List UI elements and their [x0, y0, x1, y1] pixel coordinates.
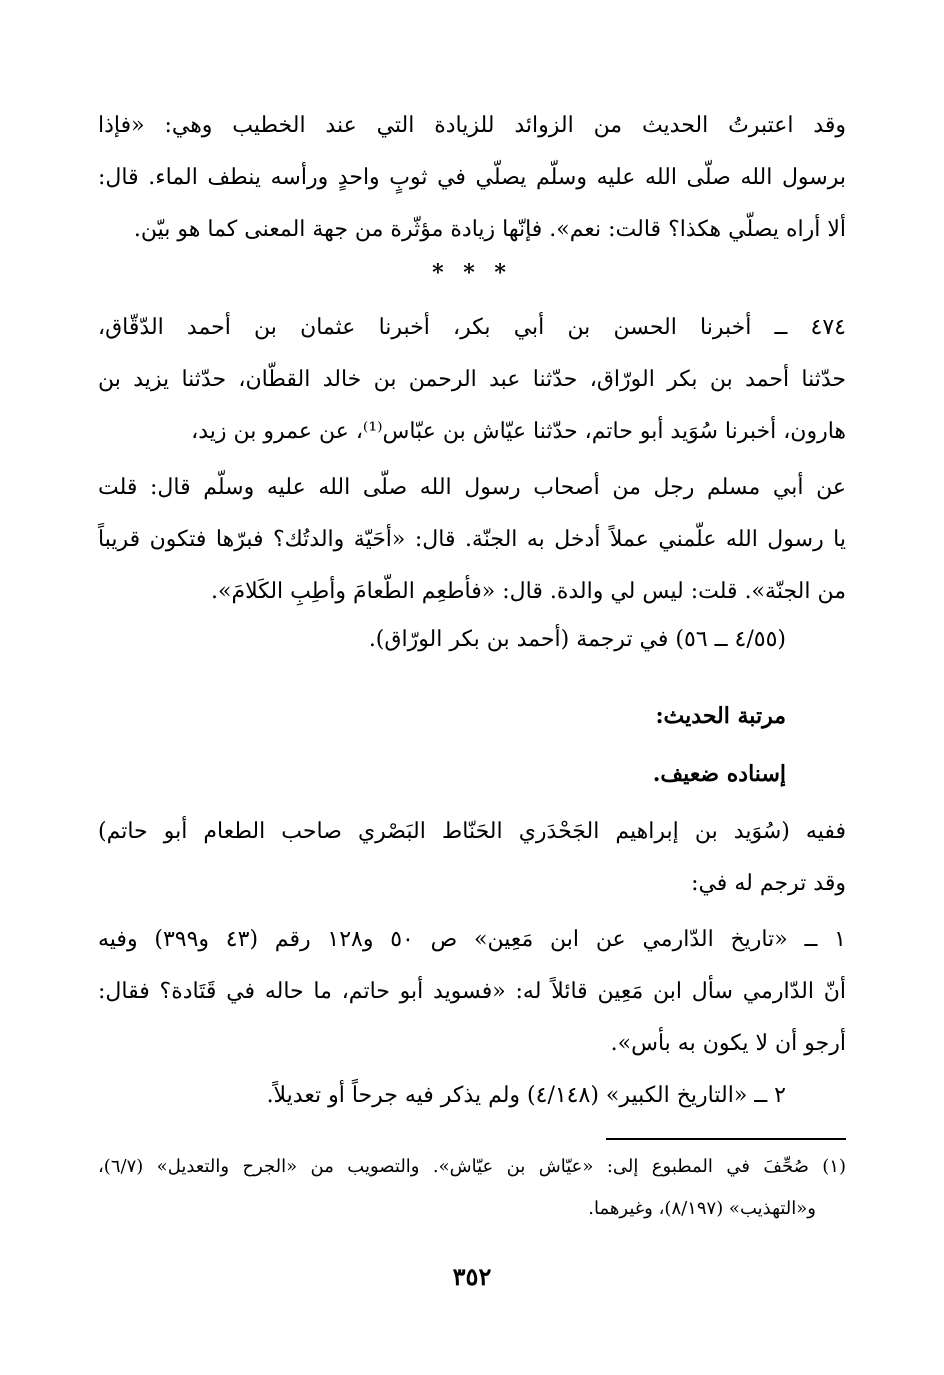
paragraph-source-2 — [98, 1070, 846, 1122]
grade-line — [98, 748, 846, 800]
grade-text: إسناده ضعيف. — [652, 761, 786, 787]
paragraph-isnad — [98, 302, 846, 458]
text-line: ٢ ــ «التاريخ الكبير» (٤/١٤٨) ولم يذكر فيه جرحاً أو تعديلاً. — [266, 1083, 786, 1108]
text-line: أرجو أن لا يكون به بأس». — [610, 1031, 846, 1056]
text-line: ألا أراه يصلّي هكذا؟ قالت: نعم». فإنّها زيادة مؤثّرة من جهة المعنى كما هو بيّن. — [133, 217, 846, 242]
reference-line — [98, 614, 846, 666]
page-number: ٣٥٢ — [452, 1262, 492, 1291]
text-line: حدّثنا أحمد بن بكر الورّاق، حدّثنا عبد الرحمن بن خالد القطّان، حدّثنا يزيد بن — [98, 367, 846, 392]
text-line: أنّ الدّارمي سأل ابن مَعِين قائلاً له: «فسويد أبو حاتم، ما حاله في قَتَادة؟ فقال: — [98, 979, 846, 1004]
section-heading — [98, 690, 846, 742]
text-line: يا رسول الله علّمني عملاً أدخل به الجنّة. قال: «أحَيّة والدتُك؟ فبرّها فتكون قريباً — [98, 527, 846, 552]
text-line: (٤/٥٥ ــ ٥٦) في ترجمة (أحمد بن بكر الورّاق). — [368, 627, 786, 652]
text-line: ١ ــ «تاريخ الدّارمي عن ابن مَعِين» ص ٥٠ و١٢٨ رقم (٤٣ و٣٩٩) وفيه — [98, 927, 846, 952]
text-line: وقد ترجم له في: — [691, 871, 846, 896]
paragraph-source-1 — [98, 914, 846, 1070]
text-line: عن أبي مسلم رجل من أصحاب رسول الله صلّى الله عليه وسلّم قال: قلت — [98, 475, 846, 500]
text-line: ففيه (سُوَيد بن إبراهيم الجَحْدَري الحَنّاط البَصْري صاحب الطعام أبو حاتم) — [98, 819, 846, 844]
text-line: من الجنّة». قلت: ليس لي والدة. قال: «فأطعِم الطّعامَ وأطِبِ الكَلامَ». — [211, 579, 846, 604]
text-line: هارون، أخبرنا سُوَيد أبو حاتم، حدّثنا عيّاش بن عبّاس⁽¹⁾، عن عمرو بن زيد، — [191, 419, 846, 444]
footnote-line: (١) صُحِّفَ في المطبوع إلى: «عيّاش بن عيّاش». والتصويب من «الجرح والتعديل» (٦/٧)، — [98, 1156, 846, 1177]
heading-text: مرتبة الحديث: — [655, 703, 786, 729]
section-separator: * * * — [432, 260, 512, 286]
text-line: برسول الله صلّى الله عليه وسلّم يصلّي في ثوبٍ واحدٍ ورأسه ينطف الماء. قال: — [98, 165, 846, 190]
footnote-line: و«التهذيب» (٨/١٩٧)، وغيرهما. — [588, 1198, 816, 1219]
footnote-rule — [606, 1138, 846, 1140]
paragraph-intro — [98, 100, 846, 256]
text-line: ٤٧٤ ــ أخبرنا الحسن بن أبي بكر، أخبرنا عثمان بن أحمد الدّقّاق، — [98, 315, 846, 340]
text-line: وقد اعتبرتُ الحديث من الزوائد للزيادة التي عند الخطيب وهي: «فإذا — [98, 113, 846, 138]
footnote — [98, 1146, 846, 1230]
paragraph-matn — [98, 462, 846, 618]
paragraph-narrator — [98, 806, 846, 910]
